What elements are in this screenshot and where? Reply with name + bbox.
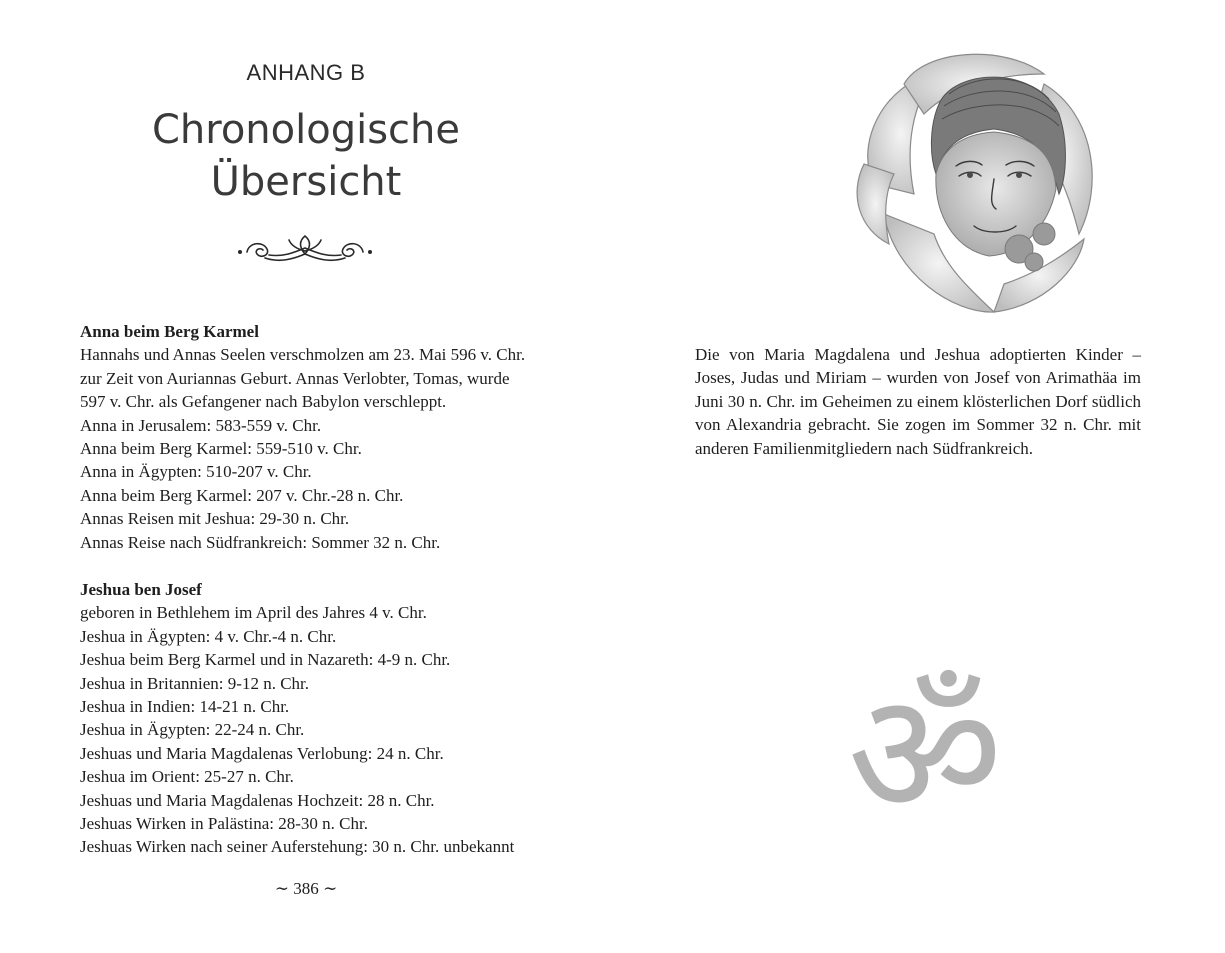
timeline-line: Jeshua im Orient: 25-27 n. Chr. — [80, 767, 294, 787]
right-page — [612, 0, 1225, 953]
flourish-ornament-icon — [235, 233, 375, 271]
section-title: Jeshua ben Josef — [80, 580, 202, 599]
timeline-line: Jeshua in Indien: 14-21 n. Chr. — [80, 697, 290, 717]
timeline-line: Jeshua beim Berg Karmel und in Nazareth: 4-9 n. Chr. — [80, 650, 451, 670]
timeline-line: Jeshuas Wirken in Palästina: 28-30 n. Chr. — [80, 814, 368, 834]
woman-portrait-icon — [844, 44, 1104, 316]
chapter-title-line-1: Chronologische — [151, 107, 461, 153]
appendix-label: ANHANG B — [246, 60, 366, 85]
timeline-line: 597 v. Chr. als Gefangener nach Babylon verschleppt. — [80, 392, 447, 412]
timeline-line: Anna in Ägypten: 510-207 v. Chr. — [80, 462, 312, 482]
timeline-line: Jeshua in Britannien: 9-12 n. Chr. — [80, 673, 310, 693]
timeline-line: Jeshua in Ägypten: 22-24 n. Chr. — [80, 720, 305, 740]
timeline-line: Annas Reisen mit Jeshua: 29-30 n. Chr. — [80, 509, 350, 529]
section-jeshua — [80, 578, 560, 859]
timeline-line: Annas Reise nach Südfrankreich: Sommer 32 n. Chr. — [80, 532, 441, 552]
timeline-line: Anna beim Berg Karmel: 559-510 v. Chr. — [80, 439, 362, 459]
timeline-line: zur Zeit von Auriannas Geburt. Annas Verlobter, Tomas, wurde — [80, 368, 510, 388]
left-page — [0, 0, 612, 953]
timeline-line: geboren in Bethlehem im April des Jahres 4 v. Chr. — [80, 603, 427, 623]
om-symbol-icon: ॐ — [847, 656, 1003, 854]
timeline-line: Jeshuas und Maria Magdalenas Hochzeit: 28 n. Chr. — [80, 790, 435, 810]
timeline-line: Anna beim Berg Karmel: 207 v. Chr.-28 n. Chr. — [80, 485, 404, 505]
timeline-line: Anna in Jerusalem: 583-559 v. Chr. — [80, 415, 322, 435]
section-title: Anna beim Berg Karmel — [80, 322, 259, 341]
adoption-paragraph: Die von Maria Magdalena und Jeshua adoptierten Kinder – Joses, Judas und Miriam – wurden von Josef von Arimathäa im Juni 30 n. Chr. im Geheimen zu einem klösterlichen Dorf südlich von Alexandria gebracht. Sie zogen im Sommer 32 n. Chr. mit anderen Familienmitgliedern nach Südfrankreich. — [695, 345, 1141, 458]
timeline-line: Hannahs und Annas Seelen verschmolzen am 23. Mai 596 v. Chr. — [80, 345, 526, 365]
timeline-line: Jeshua in Ägypten: 4 v. Chr.-4 n. Chr. — [80, 626, 337, 646]
section-anna — [80, 320, 560, 554]
chapter-title — [0, 104, 612, 208]
timeline-line: Jeshuas und Maria Magdalenas Verlobung: 24 n. Chr. — [80, 743, 444, 763]
timeline-line: Jeshuas Wirken nach seiner Auferstehung: 30 n. Chr. unbekannt — [80, 837, 515, 857]
page-number: ∼ 386 ∼ — [274, 879, 338, 898]
chapter-title-line-2: Übersicht — [210, 159, 402, 205]
